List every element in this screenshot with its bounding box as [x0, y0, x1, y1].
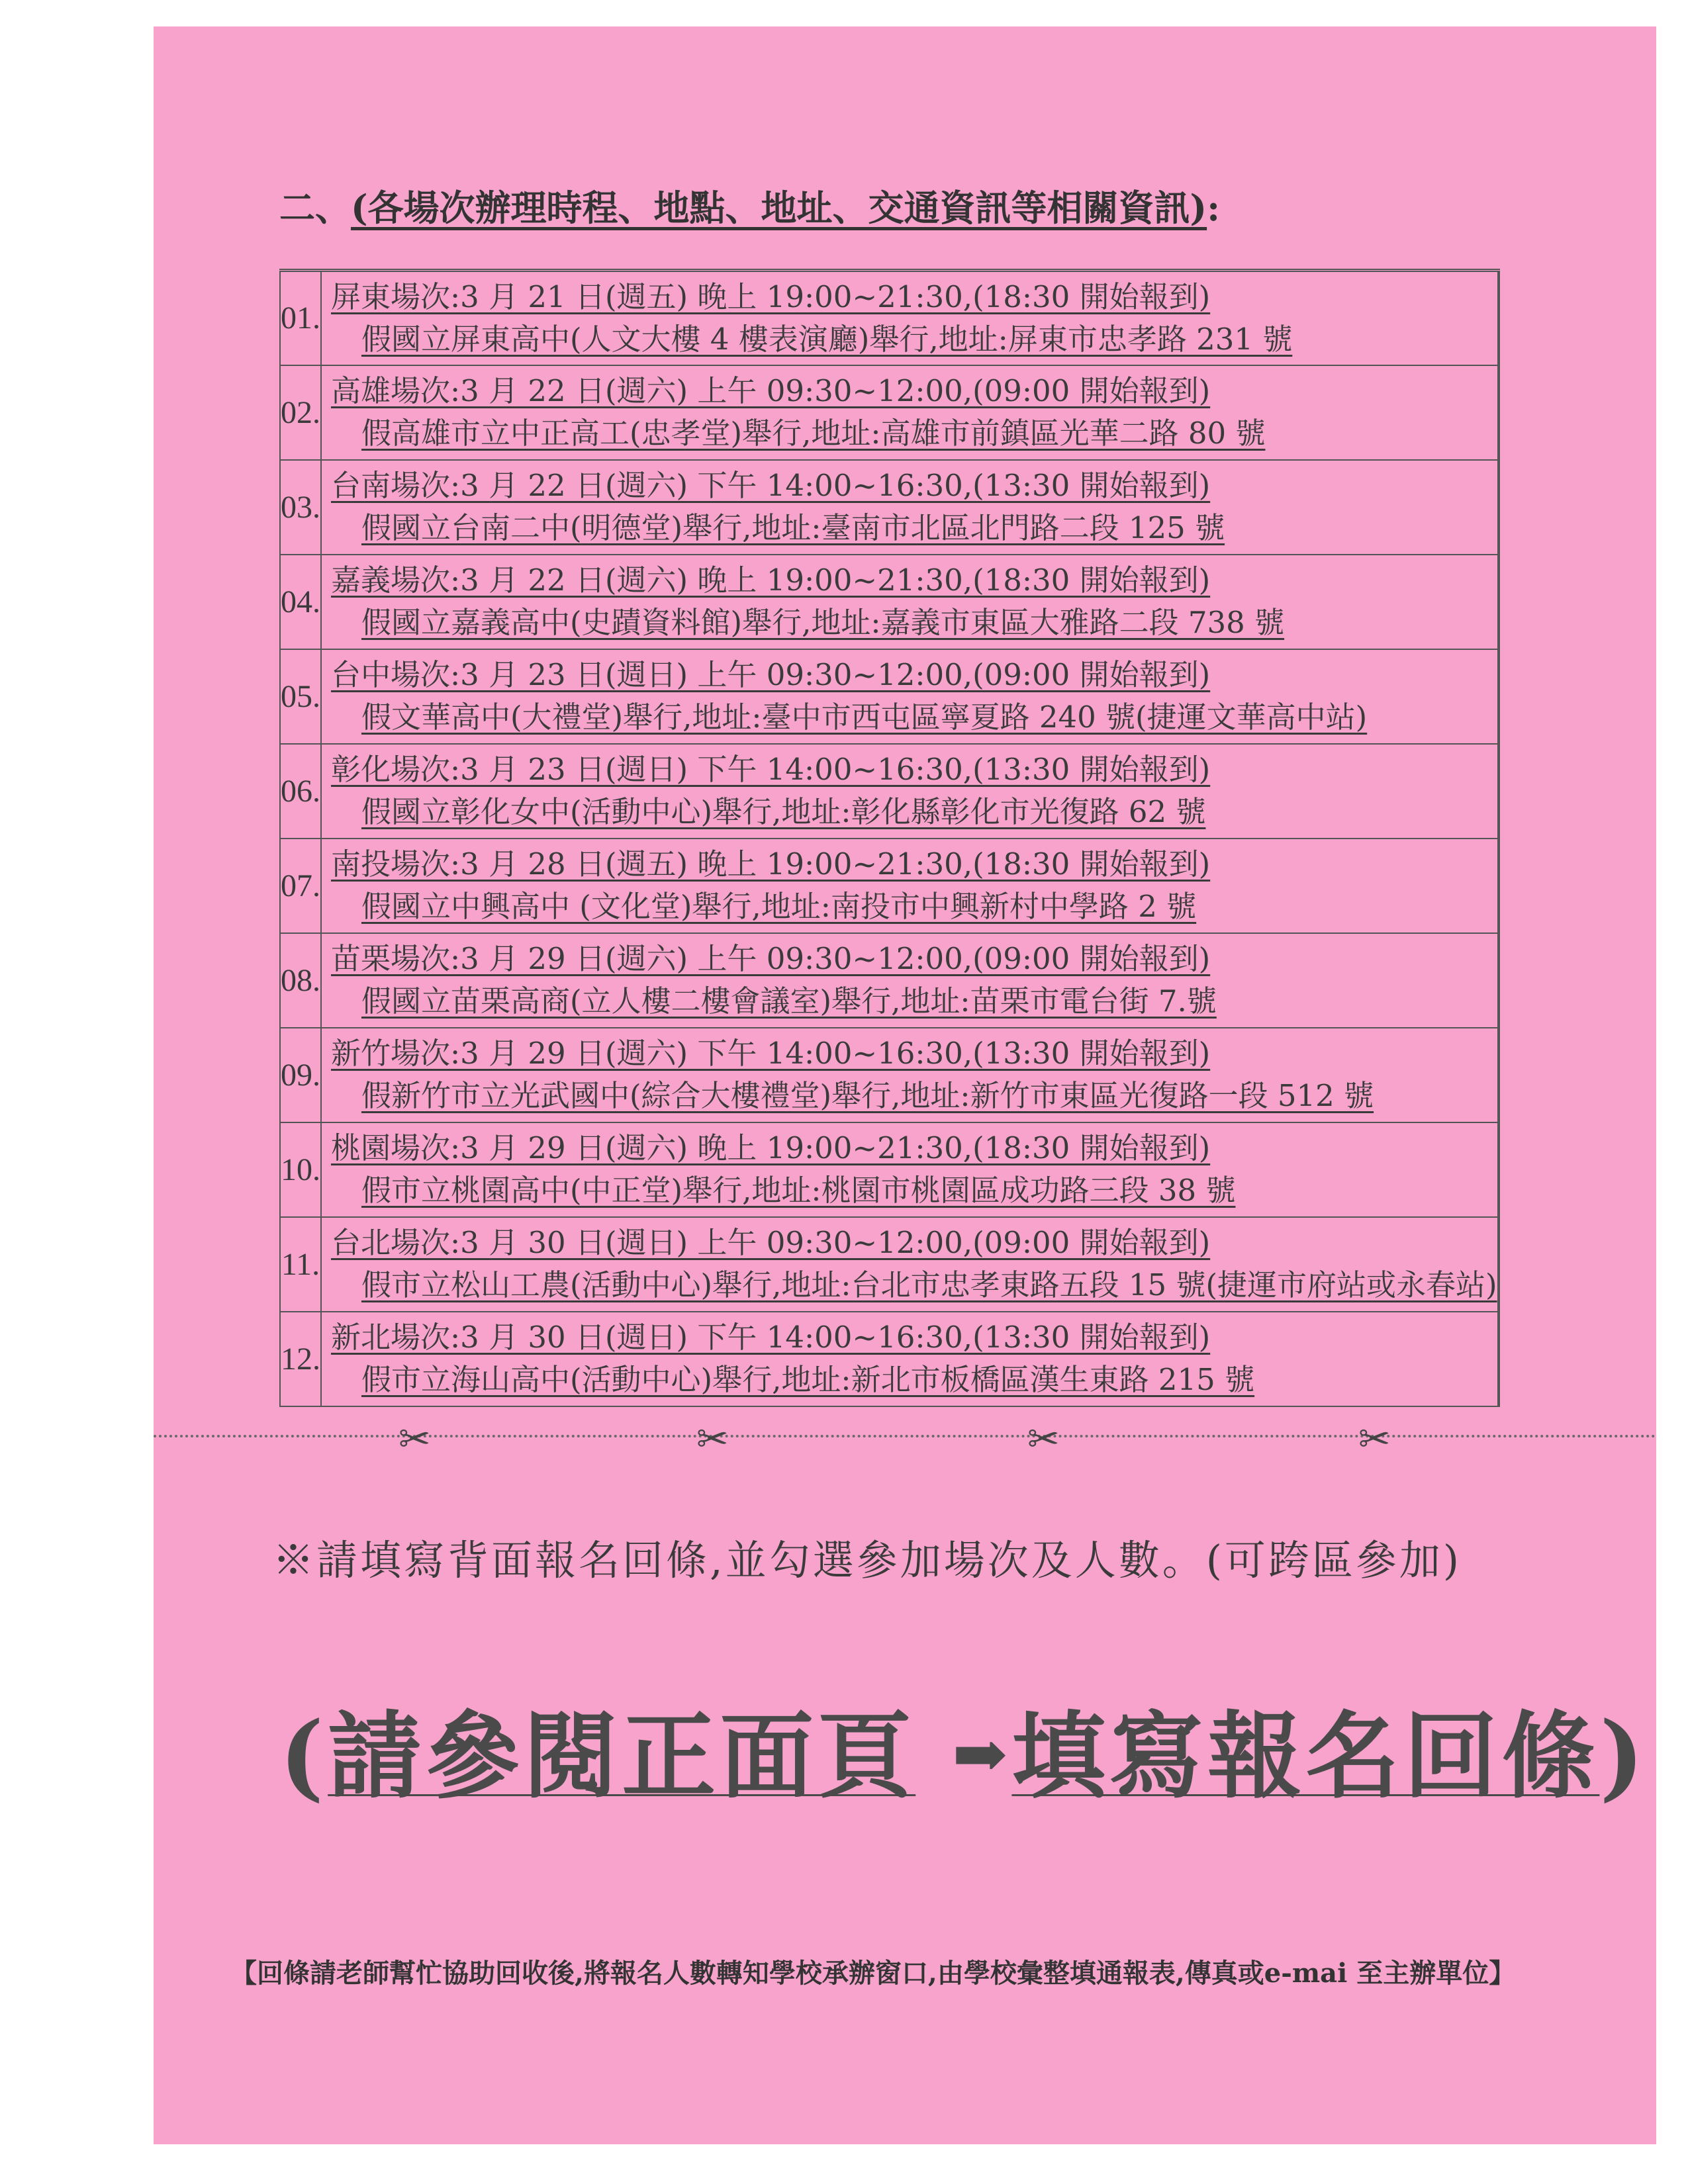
session-venue-line — [331, 980, 1497, 1023]
big-right-text: 填寫報名回條 — [1011, 1702, 1600, 1811]
scissors-icon: ✂ — [1027, 1416, 1060, 1461]
schedule-rows — [280, 271, 1499, 1406]
session-place: 桃園場次 — [331, 1130, 451, 1165]
session-time-line — [331, 559, 1497, 602]
scissors-icon: ✂ — [399, 1416, 431, 1461]
session-number: 04. — [280, 555, 321, 649]
big-open-paren: ( — [279, 1702, 328, 1811]
session-time-line — [331, 654, 1497, 696]
session-venue-line — [331, 1169, 1497, 1212]
session-venue-line — [331, 412, 1497, 455]
pink-sheet — [154, 26, 1656, 2144]
session-venue: 假國立中興高中 (文化堂)舉行,地址:南投市中興新村中學路 2 號 — [361, 889, 1197, 924]
session-venue-line — [331, 1359, 1497, 1401]
session-venue: 假市立海山高中(活動中心)舉行,地址:新北市板橋區漢生東路 215 號 — [361, 1362, 1255, 1397]
session-venue: 假國立彰化女中(活動中心)舉行,地址:彰化縣彰化市光復路 62 號 — [361, 794, 1206, 829]
session-venue-line — [331, 1264, 1497, 1306]
session-number: 11. — [280, 1217, 321, 1312]
session-time-line — [331, 749, 1497, 791]
session-time: :3 月 29 日(週六) 上午 09:30~12:00,(09:00 開始報到) — [450, 941, 1211, 976]
session-time: :3 月 28 日(週五) 晚上 19:00~21:30,(18:30 開始報到) — [450, 846, 1211, 882]
session-number: 05. — [280, 649, 321, 744]
big-close-paren: ) — [1599, 1702, 1648, 1811]
session-details — [321, 649, 1498, 744]
session-blank-cell — [1498, 365, 1499, 460]
schedule-table — [279, 269, 1500, 1407]
session-time: :3 月 23 日(週日) 下午 14:00~16:30,(13:30 開始報到) — [450, 752, 1211, 787]
session-place: 苗栗場次 — [331, 941, 451, 976]
session-time-line — [331, 843, 1497, 886]
session-blank-cell — [1498, 555, 1499, 649]
arrow-right-icon: ➡ — [952, 1715, 1012, 1793]
session-venue: 假國立嘉義高中(史蹟資料館)舉行,地址:嘉義市東區大雅路二段 738 號 — [361, 605, 1285, 640]
session-time: :3 月 22 日(週六) 上午 09:30~12:00,(09:00 開始報到) — [450, 373, 1211, 408]
session-venue-line — [331, 696, 1497, 739]
session-blank-cell — [1498, 1217, 1499, 1312]
session-venue-line — [331, 318, 1497, 361]
session-number: 02. — [280, 365, 321, 460]
session-venue-line — [331, 507, 1497, 549]
session-time: :3 月 22 日(週六) 下午 14:00~16:30,(13:30 開始報到) — [450, 468, 1211, 503]
session-time-line — [331, 1316, 1497, 1359]
session-time-line — [331, 938, 1497, 980]
cut-line — [154, 1435, 1656, 1437]
section-heading — [279, 180, 1220, 231]
session-venue-line — [331, 886, 1497, 928]
session-number: 12. — [280, 1312, 321, 1406]
session-time: :3 月 22 日(週六) 晚上 19:00~21:30,(18:30 開始報到) — [450, 563, 1211, 598]
session-venue-line — [331, 791, 1497, 833]
session-blank-cell — [1498, 460, 1499, 555]
session-place: 新北場次 — [331, 1320, 451, 1355]
session-time: :3 月 30 日(週日) 下午 14:00~16:30,(13:30 開始報到) — [450, 1320, 1211, 1355]
schedule-row — [280, 1312, 1499, 1406]
schedule-row — [280, 1028, 1499, 1122]
footer-note: 【回條請老師幫忙協助回收後,將報名人數轉知學校承辦窗口,由學校彙整填通報表,傳真或e-mai 至主辦單位】 — [230, 1958, 1516, 1989]
session-time-line — [331, 276, 1497, 318]
session-details — [321, 555, 1498, 649]
session-venue: 假國立屏東高中(人文大樓 4 樓表演廳)舉行,地址:屏東市忠孝路 231 號 — [361, 321, 1293, 357]
session-number: 06. — [280, 744, 321, 839]
session-place: 嘉義場次 — [331, 563, 451, 598]
schedule-row — [280, 460, 1499, 555]
session-blank-cell — [1498, 649, 1499, 744]
session-time: :3 月 23 日(週日) 上午 09:30~12:00,(09:00 開始報到) — [450, 657, 1211, 692]
schedule-row — [280, 933, 1499, 1028]
session-venue: 假國立台南二中(明德堂)舉行,地址:臺南市北區北門路二段 125 號 — [361, 510, 1225, 545]
session-time: :3 月 29 日(週六) 下午 14:00~16:30,(13:30 開始報到) — [450, 1036, 1211, 1071]
section-prefix: 二、 — [279, 187, 351, 229]
session-details — [321, 1122, 1498, 1217]
session-blank-cell — [1498, 1122, 1499, 1217]
scissors-icon: ✂ — [1358, 1416, 1391, 1461]
schedule-row — [280, 649, 1499, 744]
session-blank-cell — [1498, 1312, 1499, 1406]
session-venue: 假國立苗栗高商(立人樓二樓會議室)舉行,地址:苗栗市電台街 7.號 — [361, 983, 1217, 1019]
session-blank-cell — [1498, 1028, 1499, 1122]
big-left-text: 請參閱正面頁 — [328, 1702, 916, 1811]
session-details — [321, 933, 1498, 1028]
schedule-row — [280, 1122, 1499, 1217]
section-suffix: : — [1207, 187, 1221, 229]
session-place: 台北場次 — [331, 1225, 451, 1260]
session-time-line — [331, 370, 1497, 412]
schedule-row — [280, 839, 1499, 933]
session-time: :3 月 30 日(週日) 上午 09:30~12:00,(09:00 開始報到) — [450, 1225, 1211, 1260]
big-instruction — [279, 1681, 1648, 1816]
session-details — [321, 1312, 1498, 1406]
session-venue: 假新竹市立光武國中(綜合大樓禮堂)舉行,地址:新竹市東區光復路一段 512 號 — [361, 1078, 1374, 1113]
session-place: 台中場次 — [331, 657, 451, 692]
session-blank-cell — [1498, 744, 1499, 839]
session-venue: 假市立松山工農(活動中心)舉行,地址:台北市忠孝東路五段 15 號(捷運市府站或永春站) — [361, 1267, 1497, 1302]
schedule-row — [280, 1217, 1499, 1312]
session-number: 03. — [280, 460, 321, 555]
schedule-row — [280, 271, 1499, 365]
session-details — [321, 1028, 1498, 1122]
session-number: 08. — [280, 933, 321, 1028]
schedule-row — [280, 744, 1499, 839]
session-details — [321, 460, 1498, 555]
session-blank-cell — [1498, 271, 1499, 365]
session-time-line — [331, 1032, 1497, 1075]
session-time: :3 月 29 日(週六) 晚上 19:00~21:30,(18:30 開始報到) — [450, 1130, 1211, 1165]
session-time-line — [331, 1127, 1497, 1169]
session-place: 新竹場次 — [331, 1036, 451, 1071]
session-number: 01. — [280, 271, 321, 365]
section-title-text: (各場次辦理時程、地點、地址、交通資訊等相關資訊) — [351, 187, 1207, 229]
session-place: 南投場次 — [331, 846, 451, 882]
session-details — [321, 271, 1498, 365]
session-venue-line — [331, 602, 1497, 644]
session-place: 屏東場次 — [331, 279, 451, 314]
schedule-row — [280, 555, 1499, 649]
session-details — [321, 365, 1498, 460]
session-blank-cell — [1498, 839, 1499, 933]
session-time-line — [331, 465, 1497, 507]
session-venue: 假高雄市立中正高工(忠孝堂)舉行,地址:高雄市前鎮區光華二路 80 號 — [361, 416, 1266, 451]
session-details — [321, 1217, 1498, 1312]
scissors-icon: ✂ — [696, 1416, 729, 1461]
session-number: 09. — [280, 1028, 321, 1122]
session-time-line — [331, 1222, 1497, 1264]
session-number: 10. — [280, 1122, 321, 1217]
schedule-row — [280, 365, 1499, 460]
session-details — [321, 744, 1498, 839]
session-place: 高雄場次 — [331, 373, 451, 408]
session-blank-cell — [1498, 933, 1499, 1028]
session-place: 台南場次 — [331, 468, 451, 503]
instruction-note: ※請填寫背面報名回條,並勾選參加場次及人數。(可跨區參加) — [273, 1536, 1462, 1584]
session-venue-line — [331, 1075, 1497, 1117]
session-venue: 假文華高中(大禮堂)舉行,地址:臺中市西屯區寧夏路 240 號(捷運文華高中站) — [361, 700, 1368, 735]
session-place: 彰化場次 — [331, 752, 451, 787]
session-number: 07. — [280, 839, 321, 933]
session-time: :3 月 21 日(週五) 晚上 19:00~21:30,(18:30 開始報到) — [450, 279, 1211, 314]
session-venue: 假市立桃園高中(中正堂)舉行,地址:桃園市桃園區成功路三段 38 號 — [361, 1173, 1236, 1208]
session-details — [321, 839, 1498, 933]
